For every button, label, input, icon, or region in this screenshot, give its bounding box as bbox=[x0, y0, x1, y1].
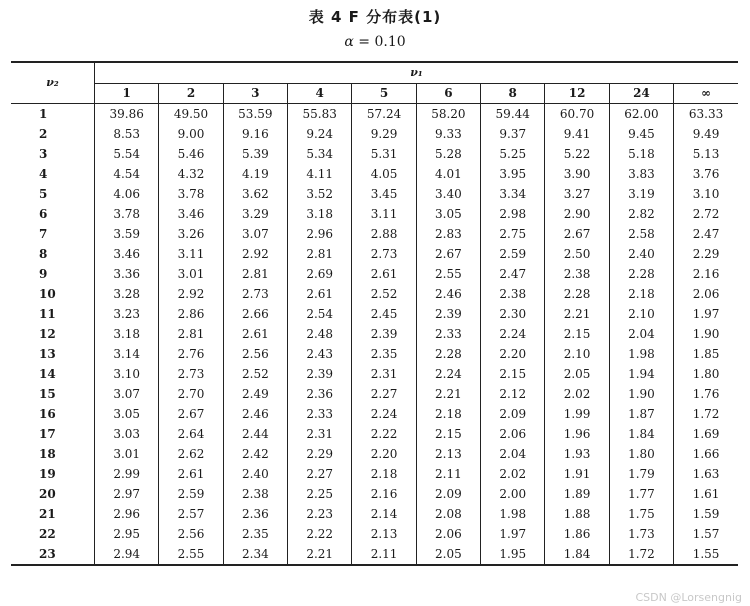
table-cell: 2.22 bbox=[288, 524, 352, 544]
table-cell: 2.38 bbox=[545, 264, 609, 284]
table-cell: 2.66 bbox=[223, 304, 287, 324]
table-cell: 2.72 bbox=[692, 207, 720, 221]
table-cell: 1.77 bbox=[609, 484, 673, 504]
v1-header: ν₁ bbox=[95, 62, 739, 84]
table-cell: 3.95 bbox=[481, 164, 545, 184]
table-cell: 2.15 bbox=[481, 364, 545, 384]
row-header-v2: 12 bbox=[11, 324, 95, 344]
table-cell: 1.89 bbox=[545, 484, 609, 504]
table-cell: 2.62 bbox=[159, 444, 223, 464]
table-cell: 2.28 bbox=[545, 284, 609, 304]
table-cell: 3.78 bbox=[95, 204, 159, 224]
table-cell: 1.59 bbox=[692, 507, 720, 521]
table-cell: 2.61 bbox=[352, 264, 416, 284]
table-cell: 55.83 bbox=[288, 104, 352, 125]
table-cell: 5.22 bbox=[545, 144, 609, 164]
table-cell: 2.06 bbox=[481, 424, 545, 444]
table-cell: 2.47 bbox=[692, 227, 720, 241]
table-cell: 9.45 bbox=[609, 124, 673, 144]
table-cell: 3.76 bbox=[692, 167, 720, 181]
table-title: 表 4 F 分布表(1) bbox=[308, 8, 442, 26]
table-cell: 2.40 bbox=[223, 464, 287, 484]
table-cell: 2.13 bbox=[352, 524, 416, 544]
table-cell: 3.18 bbox=[95, 324, 159, 344]
table-cell: 2.58 bbox=[609, 224, 673, 244]
table-cell: 1.85 bbox=[692, 347, 720, 361]
table-cell: 1.90 bbox=[692, 327, 720, 341]
table-cell: 2.94 bbox=[95, 544, 159, 565]
table-cell: 2.02 bbox=[545, 384, 609, 404]
table-cell: 3.19 bbox=[609, 184, 673, 204]
table-row bbox=[11, 204, 738, 224]
table-cell: 2.86 bbox=[159, 304, 223, 324]
table-cell: 3.27 bbox=[545, 184, 609, 204]
table-cell: 3.05 bbox=[95, 404, 159, 424]
table-cell: 2.55 bbox=[159, 544, 223, 565]
table-cell: 1.96 bbox=[545, 424, 609, 444]
table-cell: 2.21 bbox=[288, 544, 352, 565]
table-cell: 2.34 bbox=[223, 544, 287, 565]
table-cell: 2.90 bbox=[545, 204, 609, 224]
row-header-v2: 9 bbox=[11, 264, 95, 284]
table-cell: 63.33 bbox=[688, 107, 724, 121]
table-cell: 2.48 bbox=[288, 324, 352, 344]
table-cell: 2.09 bbox=[416, 484, 480, 504]
table-cell: 2.25 bbox=[288, 484, 352, 504]
table-cell: 1.99 bbox=[545, 404, 609, 424]
table-cell: 2.81 bbox=[288, 244, 352, 264]
table-cell: 2.35 bbox=[352, 344, 416, 364]
row-header-v2: 19 bbox=[11, 464, 95, 484]
table-cell: 2.20 bbox=[481, 344, 545, 364]
table-cell: 1.72 bbox=[609, 544, 673, 565]
table-cell: 3.01 bbox=[95, 444, 159, 464]
table-row bbox=[11, 424, 738, 444]
table-cell: 2.76 bbox=[159, 344, 223, 364]
table-row bbox=[11, 344, 738, 364]
table-cell: 9.33 bbox=[416, 124, 480, 144]
table-cell: 4.32 bbox=[159, 164, 223, 184]
table-cell: 3.45 bbox=[352, 184, 416, 204]
table-cell: 4.01 bbox=[416, 164, 480, 184]
table-cell: 2.54 bbox=[288, 304, 352, 324]
table-cell: 2.50 bbox=[545, 244, 609, 264]
table-row bbox=[11, 184, 738, 204]
table-cell: 1.80 bbox=[609, 444, 673, 464]
table-cell: 2.61 bbox=[223, 324, 287, 344]
row-header-v2: 4 bbox=[11, 164, 95, 184]
table-cell: 1.66 bbox=[692, 447, 720, 461]
table-cell: 2.39 bbox=[288, 364, 352, 384]
table-cell: 62.00 bbox=[609, 104, 673, 125]
row-header-v2: 22 bbox=[11, 524, 95, 544]
table-cell: 5.54 bbox=[95, 144, 159, 164]
table-cell: 2.33 bbox=[416, 324, 480, 344]
table-cell: 3.18 bbox=[288, 204, 352, 224]
table-cell: 3.26 bbox=[159, 224, 223, 244]
table-cell: 2.67 bbox=[545, 224, 609, 244]
table-cell: 1.76 bbox=[692, 387, 720, 401]
row-header-v2: 20 bbox=[11, 484, 95, 504]
row-header-v2: 14 bbox=[11, 364, 95, 384]
table-cell: 1.95 bbox=[481, 544, 545, 565]
table-cell: 2.36 bbox=[288, 384, 352, 404]
f-distribution-table-wrapper bbox=[11, 61, 738, 566]
table-row bbox=[11, 104, 738, 125]
table-cell: 1.72 bbox=[692, 407, 720, 421]
row-header-v2: 15 bbox=[11, 384, 95, 404]
table-cell: 2.27 bbox=[288, 464, 352, 484]
table-cell: 3.90 bbox=[545, 164, 609, 184]
table-cell: 1.93 bbox=[545, 444, 609, 464]
table-cell: 3.23 bbox=[95, 304, 159, 324]
table-cell: 2.39 bbox=[352, 324, 416, 344]
table-row bbox=[11, 124, 738, 144]
table-cell: 2.31 bbox=[288, 424, 352, 444]
table-cell: 3.29 bbox=[223, 204, 287, 224]
row-header-v2: 3 bbox=[11, 144, 95, 164]
table-cell: 5.34 bbox=[288, 144, 352, 164]
table-cell: 3.62 bbox=[223, 184, 287, 204]
table-cell: 2.10 bbox=[609, 304, 673, 324]
table-cell: 2.55 bbox=[416, 264, 480, 284]
table-row bbox=[11, 444, 738, 464]
table-cell: 2.30 bbox=[481, 304, 545, 324]
table-cell: 2.15 bbox=[416, 424, 480, 444]
table-cell: 2.96 bbox=[288, 224, 352, 244]
table-cell: 2.35 bbox=[223, 524, 287, 544]
table-cell: 1.94 bbox=[609, 364, 673, 384]
table-cell: 2.67 bbox=[159, 404, 223, 424]
row-header-v2: 8 bbox=[11, 244, 95, 264]
table-cell: 2.42 bbox=[223, 444, 287, 464]
row-header-v2: 6 bbox=[11, 204, 95, 224]
watermark: CSDN @Lorsengnig bbox=[635, 591, 742, 604]
table-cell: 2.82 bbox=[609, 204, 673, 224]
table-row bbox=[11, 324, 738, 344]
v2-header: ν₂ bbox=[11, 62, 95, 104]
table-cell: 5.18 bbox=[609, 144, 673, 164]
header-row-columns bbox=[11, 84, 738, 104]
column-header-5: 6 bbox=[416, 84, 480, 104]
table-cell: 3.40 bbox=[416, 184, 480, 204]
table-row bbox=[11, 244, 738, 264]
table-cell: 2.46 bbox=[416, 284, 480, 304]
table-cell: 2.40 bbox=[609, 244, 673, 264]
table-cell: 5.28 bbox=[416, 144, 480, 164]
table-cell: 2.09 bbox=[481, 404, 545, 424]
table-cell: 3.01 bbox=[159, 264, 223, 284]
table-cell: 2.52 bbox=[352, 284, 416, 304]
table-cell: 9.49 bbox=[692, 127, 720, 141]
table-cell: 1.79 bbox=[609, 464, 673, 484]
table-cell: 2.43 bbox=[288, 344, 352, 364]
table-cell: 5.25 bbox=[481, 144, 545, 164]
column-header-0: 1 bbox=[95, 84, 159, 104]
table-cell: 2.57 bbox=[159, 504, 223, 524]
column-header-2: 3 bbox=[223, 84, 287, 104]
table-row bbox=[11, 164, 738, 184]
column-header-1: 2 bbox=[159, 84, 223, 104]
table-cell: 3.46 bbox=[95, 244, 159, 264]
alpha-value: = 0.10 bbox=[353, 34, 406, 50]
table-cell: 1.63 bbox=[692, 467, 720, 481]
table-row bbox=[11, 504, 738, 524]
table-cell: 2.39 bbox=[416, 304, 480, 324]
table-cell: 1.97 bbox=[692, 307, 720, 321]
table-cell: 3.28 bbox=[95, 284, 159, 304]
row-header-v2: 21 bbox=[11, 504, 95, 524]
table-row bbox=[11, 544, 738, 565]
table-cell: 2.31 bbox=[352, 364, 416, 384]
table-cell: 3.11 bbox=[159, 244, 223, 264]
table-cell: 3.07 bbox=[223, 224, 287, 244]
table-body bbox=[11, 104, 738, 566]
table-row bbox=[11, 144, 738, 164]
column-header-7: 12 bbox=[545, 84, 609, 104]
table-cell: 2.16 bbox=[352, 484, 416, 504]
table-cell: 5.46 bbox=[159, 144, 223, 164]
table-cell: 2.11 bbox=[416, 464, 480, 484]
table-cell: 1.84 bbox=[609, 424, 673, 444]
table-cell: 2.81 bbox=[159, 324, 223, 344]
table-cell: 2.12 bbox=[481, 384, 545, 404]
table-cell: 4.06 bbox=[95, 184, 159, 204]
table-cell: 2.61 bbox=[159, 464, 223, 484]
table-cell: 2.97 bbox=[95, 484, 159, 504]
table-cell: 1.91 bbox=[545, 464, 609, 484]
table-row bbox=[11, 264, 738, 284]
table-cell: 3.07 bbox=[95, 384, 159, 404]
table-cell: 2.73 bbox=[159, 364, 223, 384]
table-cell: 2.99 bbox=[95, 464, 159, 484]
table-cell: 2.83 bbox=[416, 224, 480, 244]
row-header-v2: 7 bbox=[11, 224, 95, 244]
table-cell: 2.24 bbox=[416, 364, 480, 384]
table-cell: 60.70 bbox=[545, 104, 609, 125]
table-cell: 5.13 bbox=[692, 147, 720, 161]
table-cell: 1.86 bbox=[545, 524, 609, 544]
table-cell: 4.54 bbox=[95, 164, 159, 184]
table-row bbox=[11, 484, 738, 504]
table-cell: 9.37 bbox=[481, 124, 545, 144]
row-header-v2: 10 bbox=[11, 284, 95, 304]
table-cell: 2.56 bbox=[223, 344, 287, 364]
table-cell: 2.24 bbox=[352, 404, 416, 424]
table-cell: 8.53 bbox=[95, 124, 159, 144]
table-cell: 1.61 bbox=[692, 487, 720, 501]
row-header-v2: 16 bbox=[11, 404, 95, 424]
table-cell: 4.11 bbox=[288, 164, 352, 184]
table-row bbox=[11, 464, 738, 484]
table-cell: 2.92 bbox=[159, 284, 223, 304]
row-header-v2: 23 bbox=[11, 544, 95, 565]
table-cell: 2.18 bbox=[609, 284, 673, 304]
table-cell: 2.98 bbox=[481, 204, 545, 224]
table-row bbox=[11, 384, 738, 404]
table-cell: 3.10 bbox=[692, 187, 720, 201]
table-cell: 3.78 bbox=[159, 184, 223, 204]
table-cell: 3.36 bbox=[95, 264, 159, 284]
table-cell: 2.69 bbox=[288, 264, 352, 284]
row-header-v2: 17 bbox=[11, 424, 95, 444]
table-cell: 2.28 bbox=[609, 264, 673, 284]
table-cell: 2.70 bbox=[159, 384, 223, 404]
table-cell: 2.02 bbox=[481, 464, 545, 484]
table-cell: 2.45 bbox=[352, 304, 416, 324]
table-cell: 2.05 bbox=[545, 364, 609, 384]
table-cell: 2.00 bbox=[481, 484, 545, 504]
table-cell: 2.24 bbox=[481, 324, 545, 344]
table-cell: 3.10 bbox=[95, 364, 159, 384]
table-cell: 1.80 bbox=[692, 367, 720, 381]
table-cell: 1.55 bbox=[692, 547, 720, 561]
table-cell: 2.44 bbox=[223, 424, 287, 444]
table-cell: 3.59 bbox=[95, 224, 159, 244]
table-cell: 2.73 bbox=[352, 244, 416, 264]
f-distribution-table bbox=[11, 61, 738, 566]
table-cell: 2.67 bbox=[416, 244, 480, 264]
table-cell: 2.33 bbox=[288, 404, 352, 424]
table-cell: 3.11 bbox=[352, 204, 416, 224]
table-row bbox=[11, 304, 738, 324]
table-cell: 2.52 bbox=[223, 364, 287, 384]
table-cell: 2.61 bbox=[288, 284, 352, 304]
table-cell: 5.31 bbox=[352, 144, 416, 164]
column-header-4: 5 bbox=[352, 84, 416, 104]
table-cell: 2.56 bbox=[159, 524, 223, 544]
table-cell: 2.47 bbox=[481, 264, 545, 284]
table-cell: 3.52 bbox=[288, 184, 352, 204]
table-cell: 4.19 bbox=[223, 164, 287, 184]
table-cell: 53.59 bbox=[223, 104, 287, 125]
table-cell: 1.98 bbox=[481, 504, 545, 524]
table-cell: 1.84 bbox=[545, 544, 609, 565]
table-cell: 2.10 bbox=[545, 344, 609, 364]
table-cell: 1.97 bbox=[481, 524, 545, 544]
table-cell: 2.18 bbox=[416, 404, 480, 424]
table-cell: 2.38 bbox=[223, 484, 287, 504]
table-cell: 2.96 bbox=[95, 504, 159, 524]
table-cell: 9.41 bbox=[545, 124, 609, 144]
table-cell: 57.24 bbox=[352, 104, 416, 125]
table-cell: 2.73 bbox=[223, 284, 287, 304]
table-cell: 2.59 bbox=[481, 244, 545, 264]
column-header-8: 24 bbox=[609, 84, 673, 104]
table-cell: 2.16 bbox=[692, 267, 720, 281]
table-cell: 3.83 bbox=[609, 164, 673, 184]
table-cell: 4.05 bbox=[352, 164, 416, 184]
table-cell: 1.57 bbox=[692, 527, 720, 541]
table-cell: 2.21 bbox=[416, 384, 480, 404]
table-row bbox=[11, 364, 738, 384]
table-cell: 5.39 bbox=[223, 144, 287, 164]
table-cell: 3.34 bbox=[481, 184, 545, 204]
table-cell: 2.08 bbox=[416, 504, 480, 524]
table-cell: 2.28 bbox=[416, 344, 480, 364]
table-cell: 1.88 bbox=[545, 504, 609, 524]
table-row bbox=[11, 284, 738, 304]
table-cell: 2.64 bbox=[159, 424, 223, 444]
table-cell: 49.50 bbox=[159, 104, 223, 125]
table-cell: 2.05 bbox=[416, 544, 480, 565]
table-cell: 2.15 bbox=[545, 324, 609, 344]
table-cell: 3.03 bbox=[95, 424, 159, 444]
table-cell: 1.87 bbox=[609, 404, 673, 424]
table-cell: 3.14 bbox=[95, 344, 159, 364]
table-row bbox=[11, 224, 738, 244]
table-cell: 2.29 bbox=[288, 444, 352, 464]
alpha-symbol: α bbox=[344, 34, 354, 50]
header-row-v1 bbox=[11, 62, 738, 84]
table-cell: 1.90 bbox=[609, 384, 673, 404]
table-cell: 2.11 bbox=[352, 544, 416, 565]
table-row bbox=[11, 524, 738, 544]
table-cell: 2.92 bbox=[223, 244, 287, 264]
table-cell: 2.14 bbox=[352, 504, 416, 524]
table-cell: 2.20 bbox=[352, 444, 416, 464]
table-cell: 2.18 bbox=[352, 464, 416, 484]
table-cell: 2.95 bbox=[95, 524, 159, 544]
row-header-v2: 5 bbox=[11, 184, 95, 204]
table-cell: 2.49 bbox=[223, 384, 287, 404]
table-row bbox=[11, 404, 738, 424]
table-cell: 2.04 bbox=[481, 444, 545, 464]
table-cell: 2.06 bbox=[416, 524, 480, 544]
table-cell: 2.23 bbox=[288, 504, 352, 524]
table-cell: 2.81 bbox=[223, 264, 287, 284]
table-cell: 9.00 bbox=[159, 124, 223, 144]
table-cell: 2.13 bbox=[416, 444, 480, 464]
table-cell: 1.75 bbox=[609, 504, 673, 524]
row-header-v2: 18 bbox=[11, 444, 95, 464]
column-header-9: ∞ bbox=[674, 84, 738, 104]
table-cell: 2.36 bbox=[223, 504, 287, 524]
table-cell: 9.29 bbox=[352, 124, 416, 144]
table-cell: 1.98 bbox=[609, 344, 673, 364]
table-cell: 3.46 bbox=[159, 204, 223, 224]
table-cell: 2.22 bbox=[352, 424, 416, 444]
table-cell: 2.06 bbox=[692, 287, 720, 301]
row-header-v2: 1 bbox=[11, 104, 95, 125]
table-cell: 3.05 bbox=[416, 204, 480, 224]
row-header-v2: 13 bbox=[11, 344, 95, 364]
row-header-v2: 11 bbox=[11, 304, 95, 324]
table-cell: 2.27 bbox=[352, 384, 416, 404]
table-cell: 2.04 bbox=[609, 324, 673, 344]
table-cell: 9.24 bbox=[288, 124, 352, 144]
table-cell: 2.29 bbox=[692, 247, 720, 261]
table-cell: 2.88 bbox=[352, 224, 416, 244]
table-cell: 59.44 bbox=[481, 104, 545, 125]
table-cell: 2.75 bbox=[481, 224, 545, 244]
column-header-3: 4 bbox=[288, 84, 352, 104]
table-cell: 2.59 bbox=[159, 484, 223, 504]
table-cell: 1.69 bbox=[692, 427, 720, 441]
table-cell: 58.20 bbox=[416, 104, 480, 125]
significance-level bbox=[0, 34, 750, 50]
table-cell: 2.21 bbox=[545, 304, 609, 324]
table-cell: 2.46 bbox=[223, 404, 287, 424]
column-header-6: 8 bbox=[481, 84, 545, 104]
table-cell: 39.86 bbox=[95, 104, 159, 125]
row-header-v2: 2 bbox=[11, 124, 95, 144]
table-cell: 1.73 bbox=[609, 524, 673, 544]
table-cell: 2.38 bbox=[481, 284, 545, 304]
table-cell: 9.16 bbox=[223, 124, 287, 144]
